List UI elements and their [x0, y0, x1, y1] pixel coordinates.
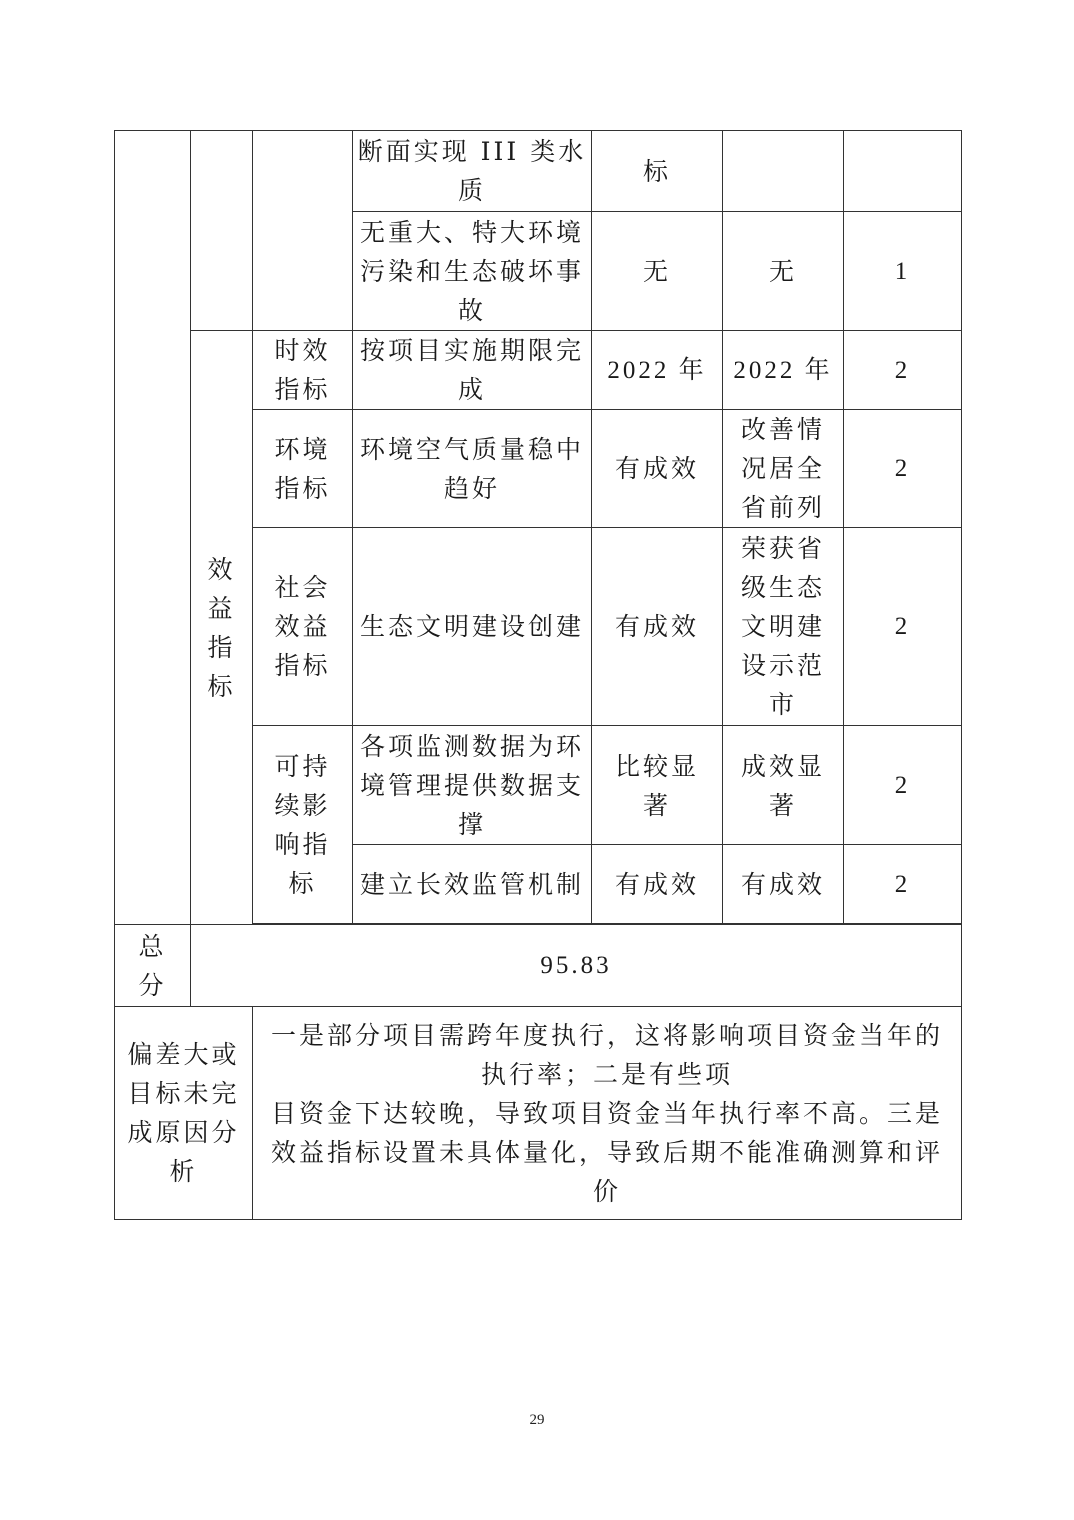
- target-cell: 比较显著: [592, 726, 723, 845]
- subcategory-cell: 可持续影响指标: [253, 726, 353, 924]
- subcategory-cell: 时效指标: [253, 331, 353, 410]
- indicator-cell: 按项目实施期限完成: [353, 331, 592, 410]
- reason-line: 价: [592, 1176, 621, 1206]
- score-cell: 1: [844, 212, 962, 331]
- score-cell: 2: [844, 845, 962, 924]
- score-cell: 2: [844, 726, 962, 845]
- score-cell: 2: [844, 331, 962, 410]
- total-label: 总分: [115, 925, 191, 1007]
- reason-label: 偏差大或目标未完成原因分析: [115, 1007, 253, 1220]
- indicator-cell: 建立长效监管机制: [353, 845, 592, 924]
- first-level-cell: [115, 131, 191, 925]
- target-cell: 2022 年: [592, 331, 723, 410]
- target-cell: 有成效: [592, 528, 723, 726]
- performance-table: [114, 130, 962, 1220]
- actual-cell: 成效显著: [723, 726, 844, 845]
- reason-line: 目资金下达较晚，导致项目资金当年执行率不高。三是: [270, 1098, 943, 1128]
- total-row: [115, 925, 962, 1007]
- indicator-cell: 无重大、特大环境污染和生态破坏事故: [353, 212, 592, 331]
- actual-cell: 有成效: [723, 845, 844, 924]
- category-label: 效益指标: [191, 331, 253, 925]
- indicator-cell: 环境空气质量稳中趋好: [353, 410, 592, 528]
- reason-line: 一是部分项目需跨年度执行，这将影响项目资金当年的: [270, 1020, 943, 1050]
- indicator-cell: 各项监测数据为环境管理提供数据支撑: [353, 726, 592, 845]
- actual-cell: 改善情况居全省前列: [723, 410, 844, 528]
- reason-line: 执行率；二是有些项: [480, 1059, 733, 1089]
- indicator-cell: 断面实现 III 类水质: [353, 131, 592, 212]
- score-cell: 2: [844, 410, 962, 528]
- indicator-cell: 生态文明建设创建: [353, 528, 592, 726]
- subcategory-cell: 环境指标: [253, 410, 353, 528]
- score-cell: 2: [844, 528, 962, 726]
- actual-cell: 2022 年: [723, 331, 844, 410]
- reason-row: [115, 1007, 962, 1220]
- target-cell: 有成效: [592, 845, 723, 924]
- target-cell: 有成效: [592, 410, 723, 528]
- total-value: 95.83: [191, 925, 962, 1007]
- second-level-cell: [191, 131, 253, 331]
- actual-cell: [723, 131, 844, 212]
- page-number: 29: [529, 1412, 545, 1428]
- score-cell: [844, 131, 962, 212]
- table-row: [115, 331, 962, 410]
- actual-cell: 荣获省级生态文明建设示范市: [723, 528, 844, 726]
- target-cell: 无: [592, 212, 723, 331]
- table-row: [115, 131, 962, 212]
- subcategory-cell: 社会效益指标: [253, 528, 353, 726]
- actual-cell: 无: [723, 212, 844, 331]
- third-level-cell: [253, 131, 353, 331]
- reason-text: [253, 1007, 962, 1220]
- reason-line: 效益指标设置未具体量化，导致后期不能准确测算和评: [270, 1137, 943, 1167]
- target-cell: 标: [592, 131, 723, 212]
